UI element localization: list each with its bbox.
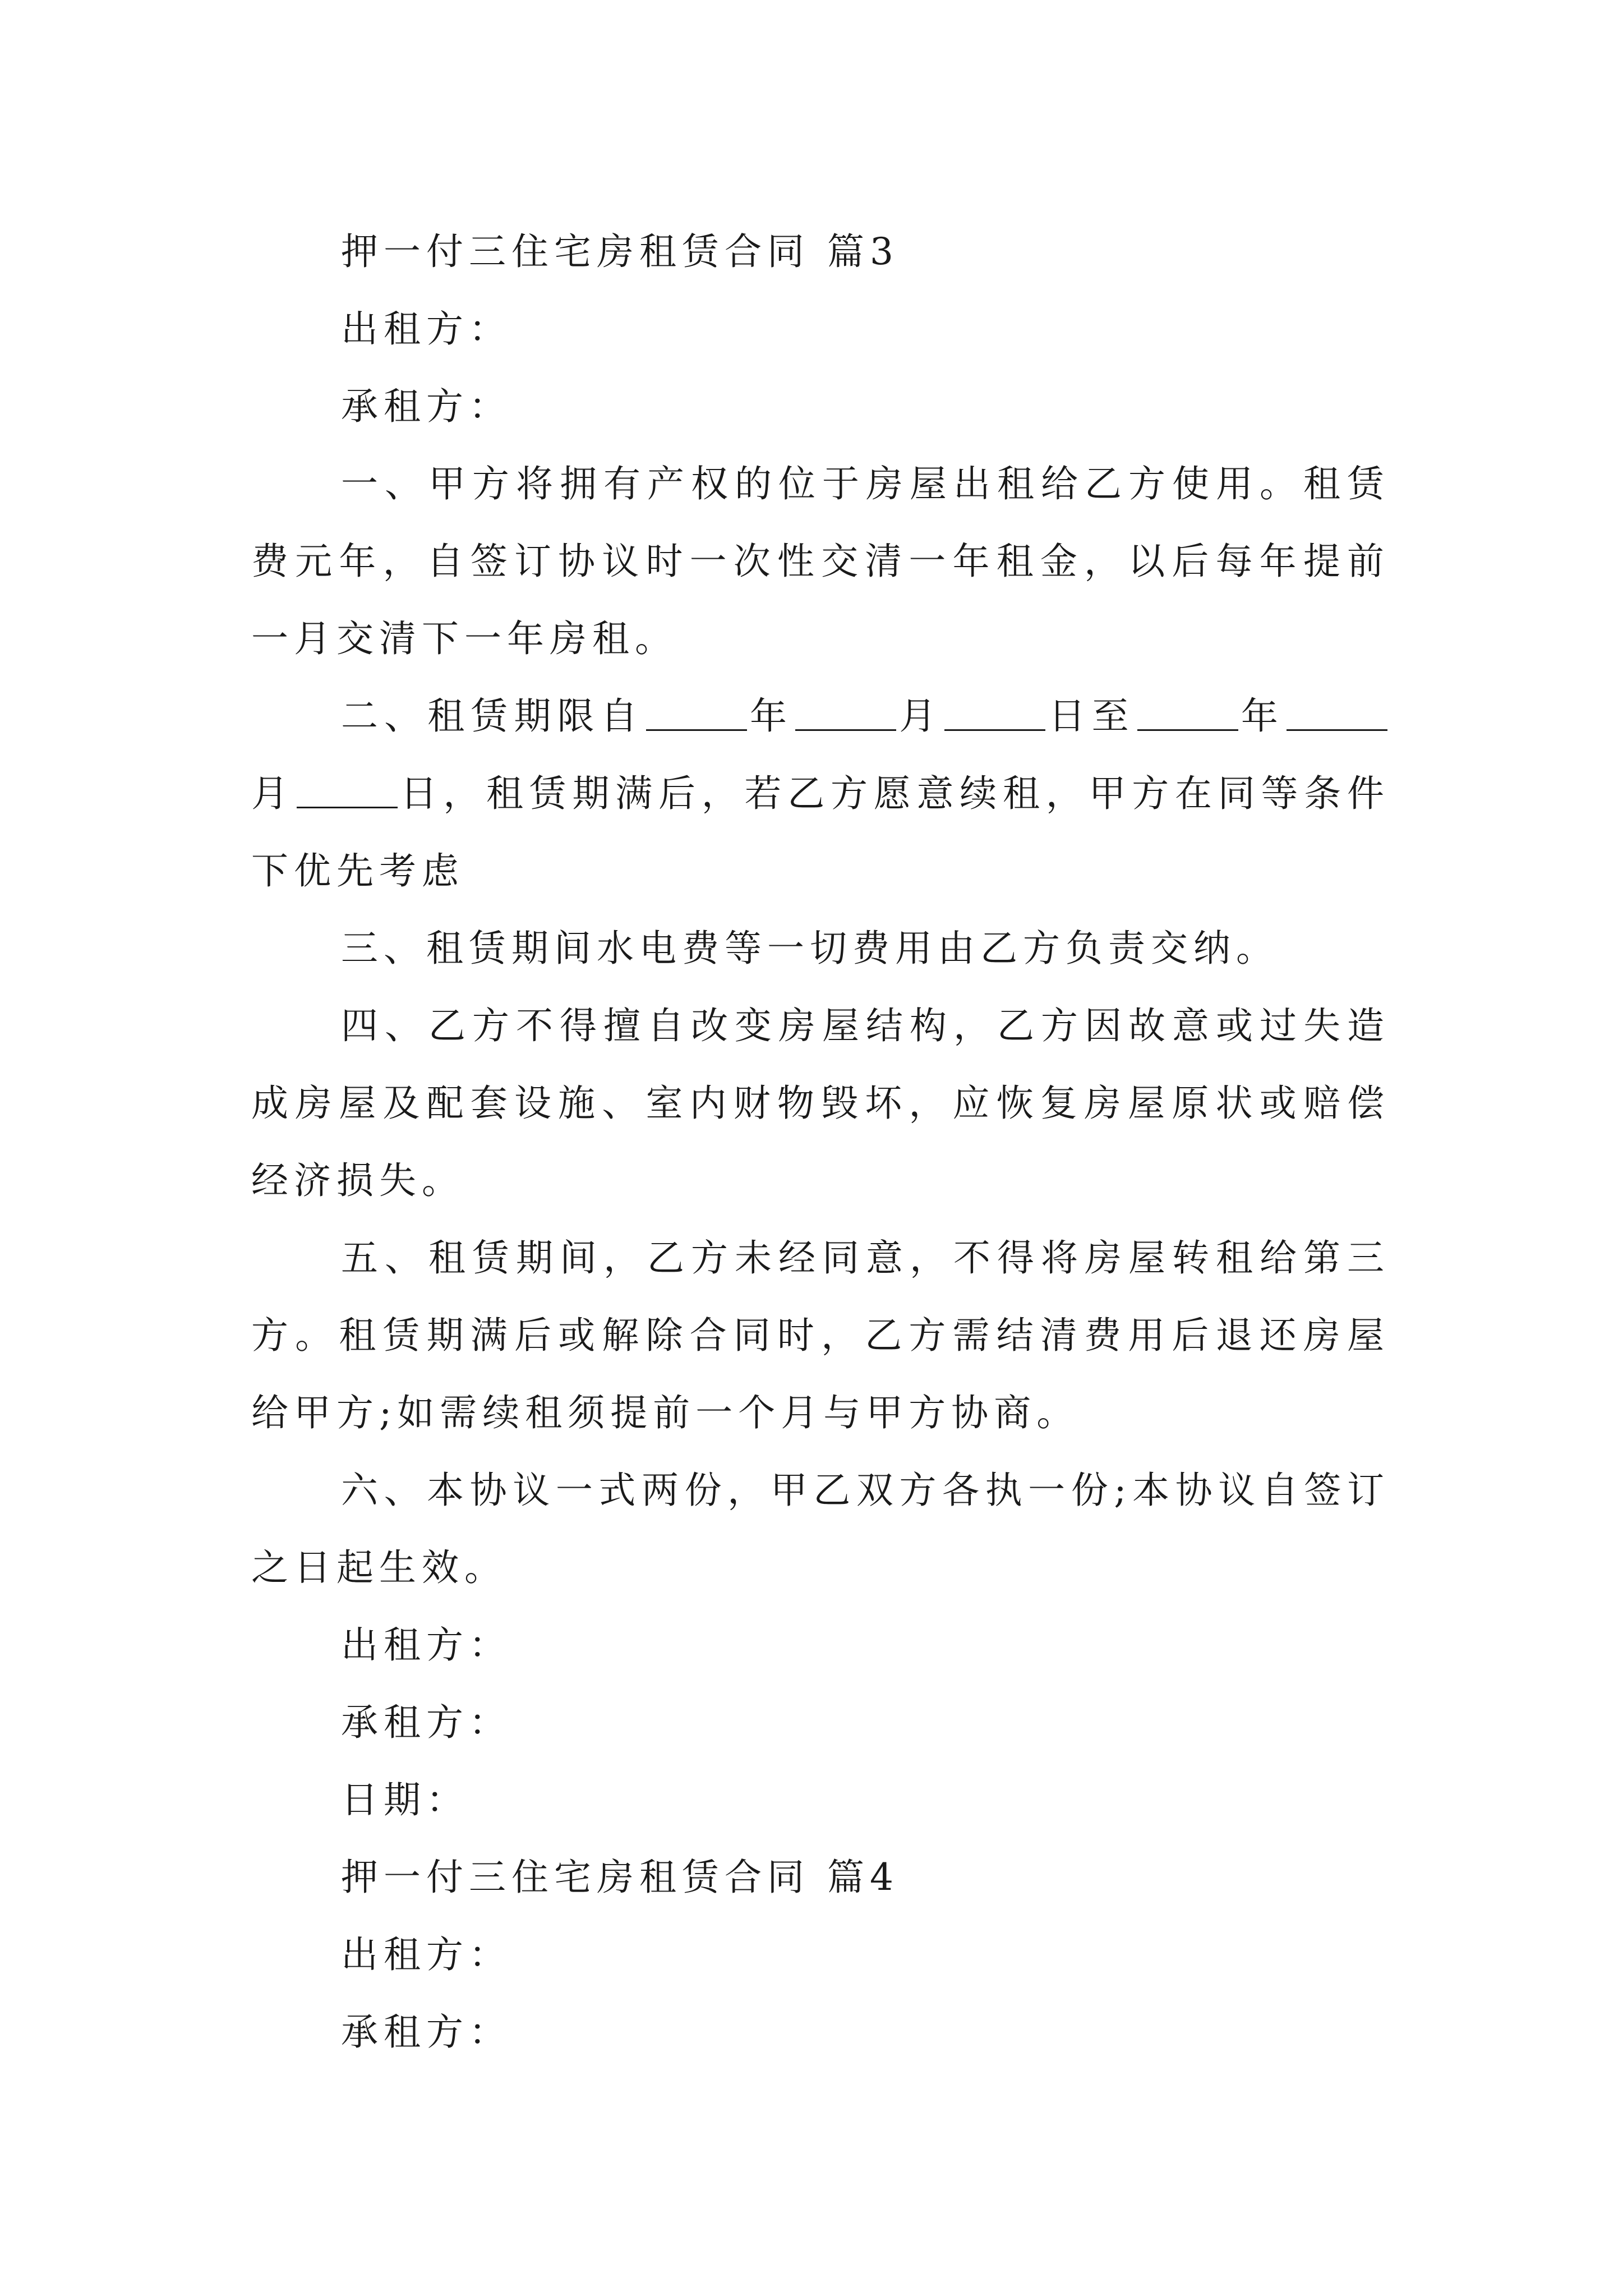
blank-field: [944, 696, 1045, 731]
clause-2-year-1: 年: [749, 694, 794, 738]
clause-5: 五、租赁期间，乙方未经同意，不得将房屋转租给第三方。租赁期满后或解除合同时，乙方需结清费用后退还房屋给甲方;如需续租须提前一个月与甲方协商。: [251, 1236, 1390, 1434]
section-4-lessor-label: 出租方：: [341, 1933, 511, 1976]
signature-date: 日期：: [341, 1778, 469, 1821]
clause-4: 四、乙方不得擅自改变房屋结构，乙方因故意或过失造成房屋及配套设施、室内财物毁坏，应恢复房屋原状或赔偿经济损失。: [251, 1004, 1390, 1202]
signature-lessee: 承租方：: [341, 1701, 511, 1744]
clause-2: [251, 678, 1390, 910]
document-body: [251, 213, 1390, 2071]
signature-lessor: 出租方：: [341, 1623, 511, 1667]
clause-1: 一、甲方将拥有产权的位于房屋出租给乙方使用。租赁费元年，自签订协议时一次性交清一年租金，以后每年提前一月交清下一年房租。: [251, 462, 1390, 660]
clause-2-month-2: 月: [251, 772, 294, 815]
lessee-label: 承租方：: [341, 385, 511, 428]
clause-6: 六、本协议一式两份，甲乙双方各执一份;本协议自签订之日起生效。: [251, 1469, 1390, 1589]
clause-3: 三、租赁期间水电费等一切费用由乙方负责交纳。: [341, 927, 1279, 970]
clause-2-year-2: 年: [1240, 694, 1284, 738]
clause-2-prefix: 二、租赁期限自: [341, 694, 644, 738]
blank-field: [1287, 696, 1387, 731]
lessor-label: 出租方：: [341, 307, 511, 351]
blank-field: [795, 696, 896, 731]
clause-2-suffix: 日，租赁期满后，若乙方愿意续租，甲方在同等条件下优先考虑: [251, 772, 1390, 892]
clause-2-month-1: 月: [898, 694, 943, 738]
section-4-title: 押一付三住宅房租赁合同 篇4: [341, 1856, 899, 1899]
section-3-title: 押一付三住宅房租赁合同 篇3: [341, 230, 899, 273]
section-4-lessee-label: 承租方：: [341, 2010, 511, 2054]
blank-field: [646, 696, 747, 731]
clause-2-day-1: 日至: [1048, 694, 1135, 738]
blank-field: [297, 773, 398, 808]
blank-field: [1137, 696, 1238, 731]
